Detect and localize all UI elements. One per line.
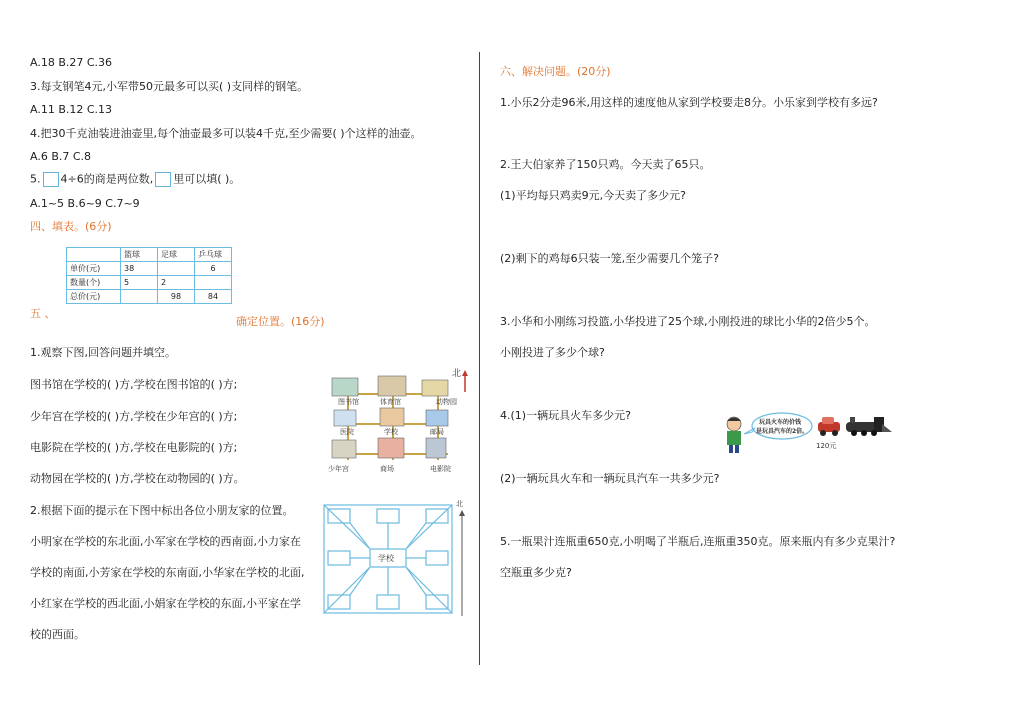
toy-illustration [722, 412, 894, 454]
problem-3: 3.小华和小刚练习投篮,小华投进了25个球,小刚投进的球比小华的2倍少5个。 [500, 315, 876, 328]
problem-3-question: 小刚投进了多少个球? [500, 346, 605, 359]
map-label-gym: 体育馆 [380, 398, 401, 406]
q3-text: 3.每支钢笔4元,小军带50元最多可以买( )支同样的钢笔。 [30, 80, 309, 93]
q2-title: 2.根据下面的提示在下图中标出各位小朋友家的位置。 [30, 504, 294, 517]
problem-2a: (1)平均每只鸡卖9元,今天卖了多少元? [500, 189, 686, 202]
school-label: 学校 [378, 554, 394, 563]
north-label-2: 北 [456, 500, 463, 508]
table-row: 数量(个) 5 2 [67, 276, 232, 290]
section-5-title: 确定位置。(16分) [236, 315, 325, 328]
home-diagram[interactable] [322, 503, 454, 615]
car-price: 120元 [816, 442, 837, 450]
location-map [318, 368, 468, 480]
blank-box[interactable] [155, 172, 171, 187]
problem-4b: (2)一辆玩具火车和一辆玩具汽车一共多少元? [500, 472, 720, 485]
table-row: 单价(元) 38 6 [67, 262, 232, 276]
q2-line: 学校的南面,小芳家在学校的东南面,小华家在学校的北面, [30, 566, 305, 579]
map-label-post-office: 邮局 [430, 428, 444, 436]
problem-1: 1.小乐2分走96米,用这样的速度他从家到学校要走8分。小乐家到学校有多远? [500, 96, 878, 109]
q1-line: 电影院在学校的( )方,学校在电影院的( )方; [30, 441, 238, 454]
problem-5: 5.一瓶果汁连瓶重650克,小明喝了半瓶后,连瓶重350克。原来瓶内有多少克果汁? [500, 535, 896, 548]
q1-title: 1.观察下图,回答问题并填空。 [30, 346, 176, 359]
map-label-mall: 商场 [380, 465, 394, 473]
price-table [66, 247, 232, 304]
q1-line: 少年宫在学校的( )方,学校在少年宫的( )方; [30, 410, 238, 423]
problem-2: 2.王大伯家养了150只鸡。今天卖了65只。 [500, 158, 711, 171]
q4-text: 4.把30千克油装进油壶里,每个油壶最多可以装4千克,至少需要( )个这样的油壶。 [30, 127, 422, 140]
q5-options: A.1~5 B.6~9 C.7~9 [30, 197, 140, 210]
table-row: 总价(元) 98 84 [67, 290, 232, 304]
map-label-hospital: 医院 [340, 428, 354, 436]
q5-text: 5. 4÷6的商是两位数, 里可以填( )。 [30, 172, 241, 186]
q2-options: A.18 B.27 C.36 [30, 56, 113, 69]
map-label-youth-palace: 少年宫 [328, 465, 349, 473]
q1-line: 图书馆在学校的( )方,学校在图书馆的( )方; [30, 378, 238, 391]
section-5-prefix: 五 、 [30, 307, 56, 320]
q2-line: 校的西面。 [30, 628, 85, 641]
bubble-line-2: 是玩具汽车的2倍。 [756, 428, 809, 435]
q4-options: A.6 B.7 C.8 [30, 150, 92, 163]
q2-line: 小明家在学校的东北面,小军家在学校的西南面,小力家在 [30, 535, 301, 548]
column-divider [479, 52, 480, 665]
map-label-zoo: 动物园 [436, 398, 457, 406]
q3-options: A.11 B.12 C.13 [30, 103, 113, 116]
q1-line: 动物园在学校的( )方,学校在动物园的( )方。 [30, 472, 245, 485]
section-4-title: 四、填表。(6分) [30, 220, 112, 233]
blank-box[interactable] [43, 172, 59, 187]
bubble-line-1: 玩具火车的价钱 [759, 419, 802, 426]
problem-4a: 4.(1)一辆玩具火车多少元? [500, 409, 631, 422]
map-label-cinema: 电影院 [430, 465, 451, 473]
problem-5-question: 空瓶重多少克? [500, 566, 572, 579]
north-arrow-2 [458, 502, 466, 617]
problem-2b: (2)剩下的鸡每6只装一笼,至少需要几个笼子? [500, 252, 719, 265]
map-label-school: 学校 [384, 428, 398, 436]
north-label: 北 [452, 369, 462, 379]
section-6-title: 六、解决问题。(20分) [500, 65, 611, 78]
table-row: 篮球 足球 乒乓球 [67, 248, 232, 262]
map-label-library: 图书馆 [338, 398, 359, 406]
q2-line: 小红家在学校的西北面,小娟家在学校的东面,小平家在学 [30, 597, 301, 610]
